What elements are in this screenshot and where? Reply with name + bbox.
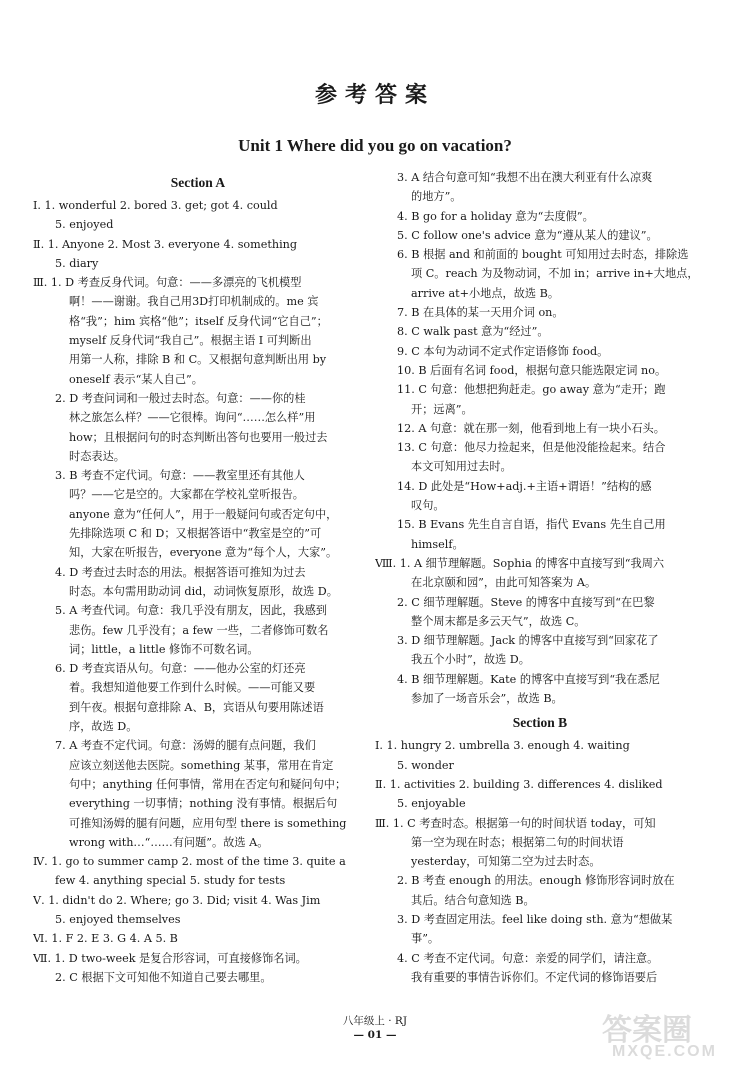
answer-line: 3. B 考查不定代词。句意：——教室里还有其他人 [55, 469, 305, 483]
answer-line: 3. D 细节理解题。Jack 的博客中直接写到“回家花了 [397, 634, 659, 648]
answer-line: 事”。 [411, 932, 440, 946]
answer-line: 11. C 句意：他想把狗赶走。go away 意为“走开；跑 [397, 383, 666, 397]
answer-line: Ⅶ. 1. D two-week 是复合形容词，可直接修饰名词。 [33, 951, 307, 965]
answer-line: 项 C。reach 为及物动词，不加 in；arrive in+大地点， [411, 267, 699, 281]
answer-line: 3. A 结合句意可知“我想不出在澳大利亚有什么凉爽 [397, 171, 653, 184]
answer-line: 3. D 考查固定用法。feel like doing sth. 意为“想做某 [397, 912, 673, 926]
answer-line: 吗？——它是空的。大家都在学校礼堂听报告。 [69, 488, 304, 502]
answer-line: 我有重要的事情告诉你们。不定代词的修饰语要后 [411, 970, 658, 984]
answer-line: 5. A 考查代词。句意：我几乎没有朋友，因此，我感到 [55, 604, 327, 618]
answer-line: 8. C walk past 意为“经过”。 [397, 325, 549, 339]
answer-line: arrive at+小地点，故选 B。 [411, 286, 560, 300]
answer-line: 2. C 细节理解题。Steve 的博客中直接写到“在巴黎 [397, 595, 655, 609]
answer-line: Ⅵ. 1. F 2. E 3. G 4. A 5. B [33, 932, 178, 946]
answer-line: Ⅱ. 1. activities 2. building 3. differences 4. disliked [375, 777, 663, 791]
answer-line: Ⅲ. 1. C 考查时态。根据第一句的时间状语 today，可知 [375, 816, 656, 830]
page-number: — 01 — [353, 1029, 397, 1041]
answer-line: 5. diary [55, 256, 99, 270]
answer-line: 可推知汤姆的腿有问题，应用句型 there is something [69, 816, 347, 830]
right-column [375, 168, 705, 987]
answer-line: 13. C 句意：他尽力捡起来，但是他没能捡起来。结合 [397, 441, 666, 455]
answer-line: 4. B 细节理解题。Kate 的博客中直接写到“我在悉尼 [397, 672, 660, 686]
answer-line: how；且根据问句的时态判断出答句也要用一般过去 [69, 430, 328, 444]
answer-line: 先排除选项 C 和 D；又根据答语中“教室是空的”可 [69, 527, 322, 541]
answer-line: 林之旅怎么样？——它很棒。询问“……怎么样”用 [69, 411, 316, 425]
answer-line: 其后。结合句意知选 B。 [411, 893, 535, 907]
answer-line: Ⅴ. 1. didn't do 2. Where; go 3. Did; visit 4. Was Jim [33, 893, 321, 907]
answer-line: 4. B go for a holiday 意为“去度假”。 [397, 209, 594, 223]
answer-line: 4. C 考查不定代词。句意：亲爱的同学们，请注意。 [397, 951, 659, 965]
answer-line: Ⅱ. 1. Anyone 2. Most 3. everyone 4. something [33, 237, 298, 251]
answer-line: 词；little，a little 修饰不可数名词。 [69, 642, 259, 656]
answer-line: Ⅲ. 1. D 考查反身代词。句意：——多漂亮的飞机模型 [33, 276, 302, 290]
answer-line: 2. D 考查问词和一般过去时态。句意：——你的桂 [55, 391, 306, 405]
grade-label: 八年级上 · RJ [342, 1015, 408, 1027]
answer-line: 10. B 后面有名词 food，根据句意只能选限定词 no。 [397, 363, 667, 377]
answer-line: 开；远离”。 [411, 402, 473, 416]
unit-title: Unit 1 Where did you go on vacation? [238, 136, 512, 155]
answer-line: 5. C follow one's advice 意为“遵从某人的建议”。 [397, 228, 658, 242]
answer-line: 15. B Evans 先生自言自语，指代 Evans 先生自己用 [397, 518, 666, 532]
answer-line: myself 反身代词“我自己”。根据主语 I 可判断出 [69, 334, 312, 348]
answer-line: everything 一切事情；nothing 没有事情。根据后句 [69, 797, 338, 811]
left-column [33, 168, 363, 987]
answer-line: 2. B 考查 enough 的用法。enough 修饰形容词时放在 [397, 874, 675, 888]
answer-line: 4. D 考查过去时态的用法。根据答语可推知为过去 [55, 565, 306, 579]
answer-line: anyone 意为“任何人”，用于一般疑问句或否定句中， [69, 507, 338, 521]
answer-line: Ⅰ. 1. wonderful 2. bored 3. get; got 4. could [33, 199, 278, 212]
watermark-main: 答案圈 [602, 1014, 692, 1047]
answer-line: 9. C 本句为动词不定式作定语修饰 food。 [397, 344, 609, 358]
answer-line: 6. D 考查宾语从句。句意：——他办公室的灯还亮 [55, 662, 306, 676]
section-heading: Section A [170, 175, 226, 190]
answer-line: 到午夜。根据句意排除 A、B，宾语从句要用陈述语 [69, 700, 324, 714]
answer-line: few 4. anything special 5. study for tests [55, 874, 286, 888]
answer-line: 2. C 根据下文可知他不知道自己要去哪里。 [55, 970, 272, 984]
answer-line: 6. B 根据 and 和前面的 bought 可知用过去时态，排除选 [397, 248, 689, 262]
answer-line: 12. A 句意：就在那一刻，他看到地上有一块小石头。 [397, 421, 665, 435]
answer-line: 啊！——谢谢。我自己用3D打印机制成的。me 宾 [69, 295, 319, 309]
page-title: 参考答案 [314, 82, 435, 108]
answer-line: yesterday，可知第二空为过去时态。 [411, 855, 601, 869]
answer-line: 5. enjoyed [55, 218, 114, 232]
answer-line: 14. D 此处是“How+adj.+主语+谓语！”结构的感 [397, 479, 652, 493]
answer-line: 7. A 考查不定代词。句意：汤姆的腿有点问题，我们 [55, 739, 316, 753]
answer-line: 在北京颐和园”，由此可知答案为 A。 [411, 576, 597, 590]
answer-line: Ⅰ. 1. hungry 2. umbrella 3. enough 4. waiting [375, 739, 630, 753]
answer-line: Ⅷ. 1. A 细节理解题。Sophia 的博客中直接写到“我周六 [375, 556, 665, 570]
answer-line: 格“我”；him 宾格“他”；itself 反身代词“它自己”； [69, 314, 328, 328]
answer-line: 5. wonder [397, 758, 454, 772]
answer-line: Ⅳ. 1. go to summer camp 2. most of the time 3. quite a [33, 855, 346, 869]
watermark-logo [592, 1005, 742, 1065]
section-heading: Section B [512, 715, 568, 731]
answer-line: 7. B 在具体的某一天用介词 on。 [397, 306, 564, 320]
answer-line: 第一空为现在时态；根据第二句的时间状语 [411, 835, 624, 849]
answer-line: 时态表达。 [69, 449, 125, 463]
answer-line: himself。 [411, 537, 464, 551]
answer-line: oneself 表示“某人自己”。 [69, 372, 203, 386]
answer-line: 5. enjoyed themselves [55, 912, 181, 926]
answer-line: 整个周末都是多云天气”，故选 C。 [411, 614, 586, 628]
answer-line: 本文可知用过去时。 [411, 460, 512, 474]
answer-line: wrong with…“……有问题”。故选 A。 [69, 835, 269, 849]
answer-line: 叹句。 [411, 499, 445, 513]
answer-line: 的地方”。 [411, 190, 462, 204]
answer-line: 知，大家在听报告，everyone 意为“每个人，大家”。 [69, 546, 338, 560]
answer-line: 我五个小时”，故选 D。 [411, 653, 530, 667]
answer-line: 应该立刻送他去医院。something 某事，常用在肯定 [69, 758, 334, 772]
answer-line: 时态。本句需用助动词 did，动词恢复原形，故选 D。 [69, 584, 338, 598]
answer-line: 参加了一场音乐会”，故选 B。 [411, 692, 563, 706]
answer-line: 序，故选 D。 [69, 720, 138, 734]
answer-line: 悲伤。few 几乎没有；a few 一些，二者修饰可数名 [69, 623, 329, 637]
answer-line: 着。我想知道他要工作到什么时候。——可能又要 [69, 681, 316, 695]
answer-line: 用第一人称，排除 B 和 C。又根据句意判断出用 by [69, 353, 327, 367]
answer-line: 句中；anything 任何事情，常用在否定句和疑问句中； [69, 777, 347, 791]
answer-line: 5. enjoyable [397, 797, 466, 811]
watermark-url: MXQE.COM [612, 1043, 717, 1060]
